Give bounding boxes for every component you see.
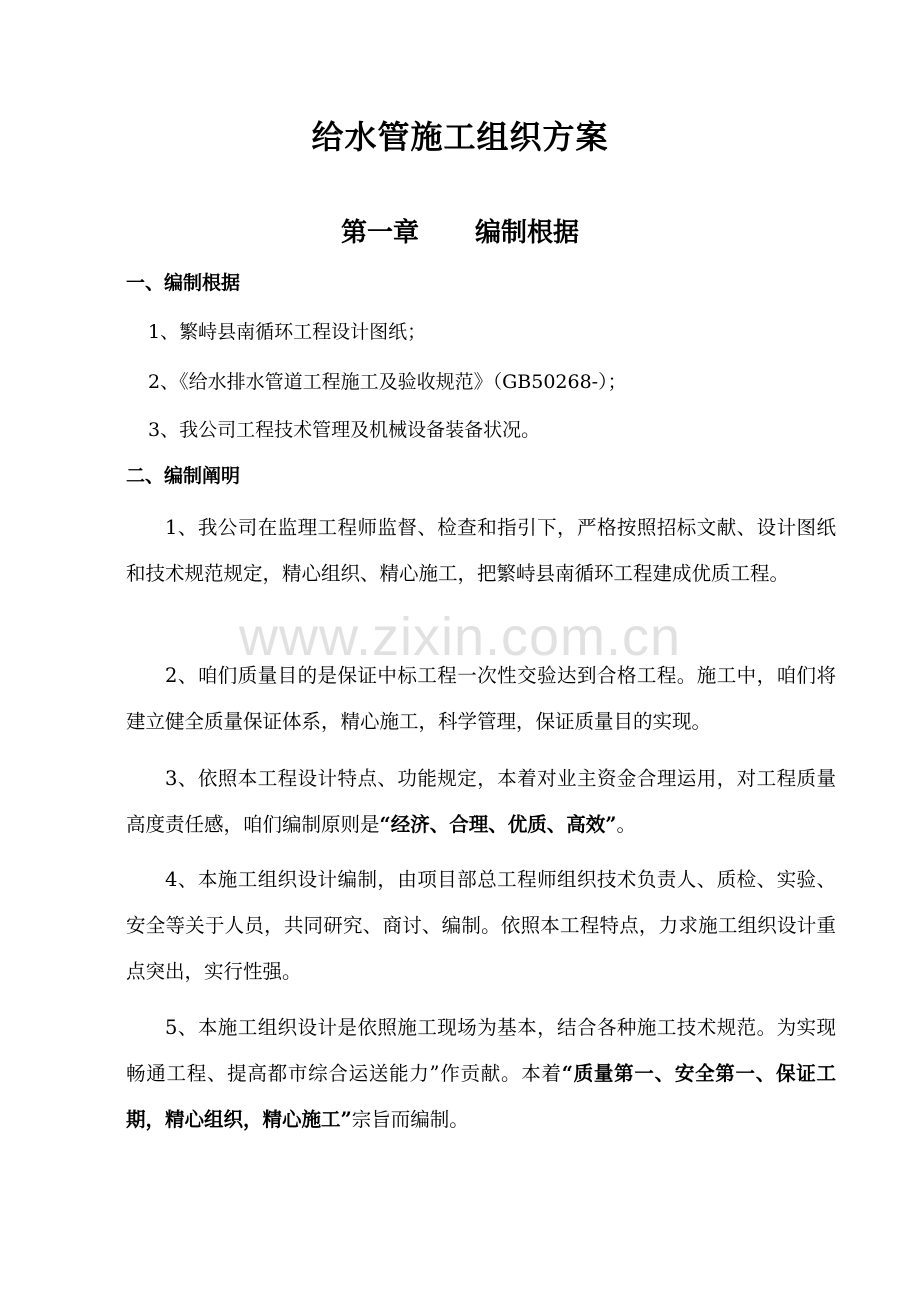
- chapter-name: 编制根据: [475, 218, 580, 248]
- paragraph-3-end: 。: [616, 813, 636, 836]
- explanation-paragraph-4: 4、本施工组织设计编制，由项目部总工程师组织技术负责人、质检、实验、安全等关于人员，共同研究、商讨、编制。依照本工程特点，力求施工组织设计重点突出，实行性强。: [126, 868, 836, 983]
- paragraph-3-text: 3、依照本工程设计特点、功能规定，本着对业主资金合理运用，对工程质量高度责任感，咱们编制原则是: [126, 767, 836, 836]
- basis-item-3: 3、我公司工程技术管理及机械设备装备状况。: [148, 419, 541, 441]
- section-heading-explanation: 二、编制阐明: [126, 465, 241, 487]
- basis-item-2: 2、《给水排水管道工程施工及验收规范》（GB50268-）；: [148, 371, 627, 393]
- section-heading-basis: 一、编制根据: [126, 272, 241, 294]
- paragraph-5-principle: “质量第一、安全第一、保证工期，精心组织，精心施工”: [126, 1062, 836, 1131]
- document-title: 给水管施工组织方案: [311, 118, 609, 156]
- explanation-paragraph-2: 2、咱们质量目的是保证中标工程一次性交验达到合格工程。施工中，咱们将建立健全质量保证体系，精心施工，科学管理，保证质量目的实现。: [126, 664, 836, 733]
- chapter-number: 第一章: [340, 218, 419, 248]
- watermark: www.zixin.com.cn: [238, 607, 682, 667]
- explanation-paragraph-5: [126, 1005, 836, 1143]
- explanation-paragraph-3: [126, 756, 836, 848]
- explanation-paragraph-1: 1、我公司在监理工程师监督、检查和指引下，严格按照招标文献、设计图纸和技术规范规定，精心组织、精心施工，把繁峙县南循环工程建成优质工程。: [126, 516, 836, 585]
- paragraph-5-text: 5、本施工组织设计是依照施工现场为基本，结合各种施工技术规范。为实现畅通工程、提高都市综合运送能力”作贡献。本着: [126, 1016, 836, 1085]
- paragraph-5-end: 宗旨而编制。: [351, 1108, 469, 1131]
- basis-item-1: 1、繁峙县南循环工程设计图纸；: [148, 321, 427, 343]
- chapter-title: [0, 212, 920, 249]
- paragraph-3-principle: “经济、合理、优质、高效”: [379, 813, 617, 836]
